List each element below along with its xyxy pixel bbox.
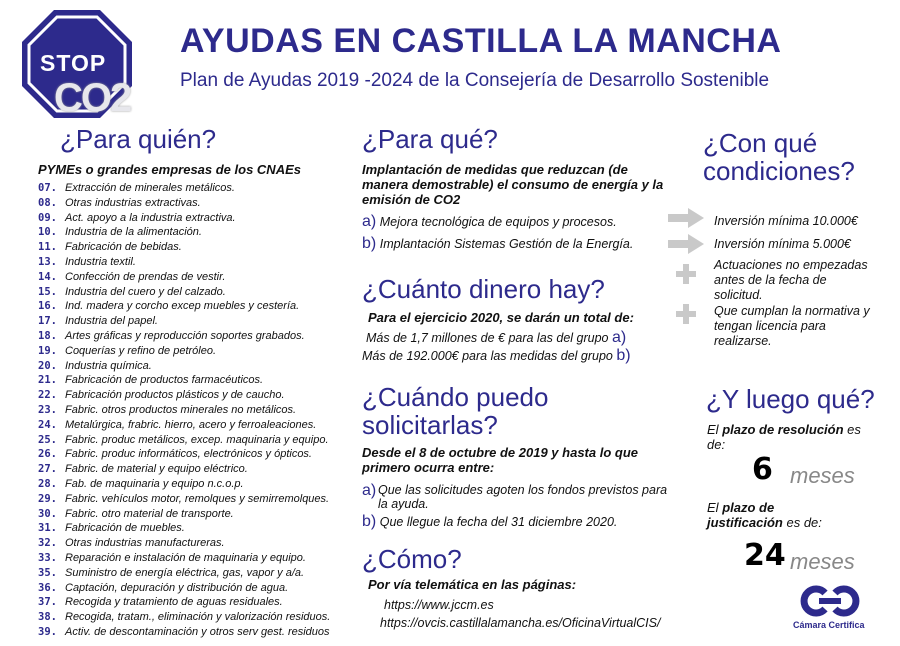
cnae-text: Ind. madera y corcho excep muebles y cestería. [65, 300, 300, 313]
cnae-code: 30. [38, 507, 57, 520]
cnae-item [38, 345, 216, 360]
cnae-code: 38. [38, 611, 57, 624]
cnae-item [38, 522, 185, 537]
cnae-item [38, 596, 283, 611]
cuanto-a-text: Más de 1,7 millones de € para las del grupo [366, 331, 609, 345]
condiciones-heading-1: ¿Con qué [703, 128, 818, 158]
cnae-code: 35. [38, 566, 57, 579]
plazo-resolucion-unit: meses [790, 463, 855, 488]
cnae-code: 32. [38, 537, 57, 550]
cnae-text: Extracción de minerales metálicos. [65, 182, 235, 194]
condicion-item: Que cumplan la normativa y tengan licencia para realizarse. [714, 304, 870, 348]
cnae-item [38, 300, 299, 315]
cnae-text: Fabricación de bebidas. [65, 241, 182, 254]
plus-icon [676, 264, 696, 284]
arrow-right-icon [668, 208, 704, 228]
cnae-code: 20. [38, 359, 57, 372]
res-post: es de: [707, 422, 861, 452]
cuando-b-label: b) [362, 513, 377, 530]
para-que-a-text: Mejora tecnológica de equipos y procesos. [379, 215, 617, 229]
cnae-text: Industria textil. [65, 256, 136, 268]
cnae-item [38, 256, 136, 271]
camara-certifica-logo-icon [795, 585, 865, 617]
cnae-text: Reparación e instalación de maquinaria y equipo. [65, 552, 306, 564]
cnae-item [38, 626, 330, 641]
cnae-text: Industria del cuero y del calzado. [65, 285, 226, 298]
page-subtitle: Plan de Ayudas 2019 -2024 de la Consejería de Desarrollo Sostenible [180, 70, 770, 91]
cnae-code: 14. [38, 270, 57, 283]
cnae-text: Fabric. otros productos minerales no metálicos. [65, 404, 297, 416]
cnae-text: Fab. de maquinaria y equipo n.c.o.p. [65, 478, 244, 490]
logo-co2-text: CO2 [54, 76, 131, 120]
para-quien-heading: ¿Para quién? [60, 124, 217, 154]
cnae-item [38, 315, 158, 330]
cnae-text: Coquerías y refino de petróleo. [65, 344, 217, 357]
just-pre: El [707, 500, 719, 515]
cnae-text: Otras industrias extractivas. [65, 196, 201, 209]
cnae-code: 21. [38, 374, 57, 387]
cnae-code: 15. [38, 285, 57, 298]
cuanto-line-b [362, 347, 631, 365]
stop-co2-logo [16, 6, 156, 126]
cnae-text: Fabric. produc informáticos, electrónicos y ópticos. [65, 448, 312, 461]
como-url-1[interactable]: https://www.jccm.es [384, 598, 494, 612]
condicion-item: Actuaciones no empezadas antes de la fecha de solicitud. [714, 258, 868, 302]
cnae-text: Industria de la alimentación. [65, 226, 202, 239]
cnae-text: Otras industrias manufactureras. [65, 537, 225, 550]
cnae-code: 37. [38, 596, 57, 609]
cnae-text: Recogida, tratam., eliminación y valorización residuos. [65, 611, 331, 624]
cnae-text: Fabricación de muebles. [65, 522, 185, 535]
cnae-code: 36. [38, 581, 57, 594]
plazo-justificacion-text [707, 500, 847, 530]
cnae-item [38, 286, 226, 301]
cnae-code: 16. [38, 300, 57, 313]
just-bold: plazo de justificación [707, 500, 783, 530]
condicion-item: Inversión mínima 10.000€ [714, 214, 858, 228]
cuanto-heading: ¿Cuánto dinero hay? [362, 274, 605, 304]
como-heading: ¿Cómo? [362, 544, 462, 574]
cnae-item [38, 493, 329, 508]
cnae-item [38, 463, 248, 478]
cnae-text: Industria del papel. [65, 315, 158, 328]
cnae-text: Fabric. vehículos motor, remolques y semirremolques. [65, 492, 330, 505]
cnae-code: 24. [38, 418, 57, 431]
page-title: AYUDAS EN CASTILLA LA MANCHA [180, 22, 782, 60]
cnae-item [38, 478, 244, 493]
plazo-resolucion-num: 6 [752, 452, 773, 487]
just-post: es de: [786, 515, 822, 530]
cnae-code: 25. [38, 433, 57, 446]
cnae-code: 18. [38, 330, 57, 342]
cuanto-b-label: b) [616, 347, 631, 364]
cnae-item [38, 434, 329, 449]
cnae-item [38, 448, 312, 463]
cuando-a-text: Que las solicitudes agoten los fondos previstos para la ayuda. [378, 483, 668, 511]
cnae-item [38, 419, 316, 434]
cnae-code: 19. [38, 344, 57, 357]
cnae-item [38, 582, 288, 597]
res-bold: plazo de resolución [722, 422, 844, 437]
cuando-intro: Desde el 8 de octubre de 2019 y hasta lo que primero ocurra entre: [362, 445, 638, 475]
cnae-text: Industria química. [65, 359, 152, 372]
cnae-code: 17. [38, 315, 57, 328]
luego-heading: ¿Y luego qué? [706, 384, 875, 414]
para-que-item-b [362, 235, 633, 253]
plazo-resolucion-text [707, 422, 867, 452]
cnae-text: Suministro de energía eléctrica, gas, vapor y a/a. [65, 566, 305, 579]
cnae-text: Confección de prendas de vestir. [65, 270, 226, 283]
cuanto-a-label: a) [612, 329, 627, 346]
plazo-justificacion-unit: meses [790, 549, 855, 574]
cnae-code: 33. [38, 552, 57, 564]
cnae-code: 07. [38, 182, 57, 194]
cnae-item [38, 552, 306, 567]
cnae-code: 27. [38, 463, 57, 476]
cuando-heading-2: solicitarlas? [362, 410, 498, 440]
cnae-item [38, 271, 225, 286]
cuando-item-b [362, 513, 617, 531]
cuanto-line-a [366, 329, 626, 347]
condiciones-heading-2: condiciones? [703, 156, 855, 186]
como-intro: Por vía telemática en las páginas: [368, 577, 577, 592]
plus-icon [676, 304, 696, 324]
para-que-heading: ¿Para qué? [362, 124, 498, 154]
cnae-text: Metalúrgica, frabric. hierro, acero y ferroaleaciones. [65, 418, 317, 431]
cnae-item [38, 508, 234, 523]
cnae-text: Fabricación de productos farmacéuticos. [65, 374, 264, 387]
cnae-item [38, 241, 182, 256]
cnae-text: Fabric. produc metálicos, excep. maquinaria y equipo. [65, 433, 329, 446]
cnae-text: Artes gráficas y reproducción soportes grabados. [65, 330, 305, 342]
cnae-item [38, 567, 304, 582]
cnae-text: Act. apoyo a la industria extractiva. [65, 211, 236, 224]
cnae-item [38, 537, 225, 552]
para-que-b-label: b) [362, 235, 377, 252]
cuando-heading-1: ¿Cuándo puedo [362, 382, 549, 412]
cnae-code: 13. [38, 256, 57, 268]
para-que-intro: Implantación de medidas que reduzcan (de manera demostrable) el consumo de energía y la emisión de CO2 [362, 162, 664, 207]
camara-certifica-text: Cámara Certifica [793, 620, 865, 630]
cnae-text: Captación, depuración y distribución de agua. [65, 581, 289, 594]
cnae-text: Recogida y tratamiento de aguas residuales. [65, 596, 283, 609]
cnae-text: Fabric. de material y equipo eléctrico. [65, 463, 248, 476]
cnae-text: Fabric. otro material de transporte. [65, 507, 234, 520]
cnae-item [38, 404, 296, 419]
para-que-item-a [362, 213, 617, 231]
cnae-item [38, 611, 330, 626]
cnae-item [38, 374, 263, 389]
logo-stop-text: STOP [40, 50, 107, 76]
cuanto-intro: Para el ejercicio 2020, se darán un total de: [368, 310, 634, 325]
plazo-justificacion-num: 24 [744, 538, 786, 573]
cnae-code: 26. [38, 448, 57, 461]
para-que-b-text: Implantación Sistemas Gestión de la Energía. [379, 237, 634, 251]
cnae-item [38, 226, 202, 241]
cnae-code: 10. [38, 226, 57, 239]
condicion-item: Inversión mínima 5.000€ [714, 237, 851, 251]
cnae-code: 23. [38, 404, 57, 416]
cnae-item [38, 182, 235, 197]
como-url-2[interactable]: https://ovcis.castillalamancha.es/OficinaVirtualCIS/ [380, 616, 661, 630]
cnae-item [38, 389, 285, 404]
cnae-item [38, 197, 201, 212]
cnae-text: Fabricación productos plásticos y de caucho. [65, 389, 285, 402]
cnae-text: Activ. de descontaminación y otros serv gest. residuos [65, 626, 330, 638]
cnae-code: 22. [38, 389, 57, 402]
cuando-a-label: a) [362, 482, 377, 499]
res-pre: El [707, 422, 719, 437]
cnae-code: 11. [38, 241, 57, 254]
cnae-code: 39. [38, 626, 57, 638]
cnae-code: 09. [38, 211, 57, 224]
cnae-item [38, 360, 152, 375]
cuando-b-text: Que llegue la fecha del 31 diciembre 2020. [379, 515, 618, 529]
cnae-item [38, 212, 236, 227]
cnae-code: 08. [38, 196, 57, 209]
para-quien-intro: PYMEs o grandes empresas de los CNAEs [38, 162, 301, 177]
cnae-code: 29. [38, 492, 57, 505]
cuanto-b-text: Más de 192.000€ para las medidas del grupo [362, 349, 613, 363]
para-que-a-label: a) [362, 213, 377, 230]
cnae-code: 31. [38, 522, 57, 535]
cnae-item [38, 330, 305, 345]
cnae-code: 28. [38, 478, 57, 490]
arrow-right-icon [668, 234, 704, 254]
